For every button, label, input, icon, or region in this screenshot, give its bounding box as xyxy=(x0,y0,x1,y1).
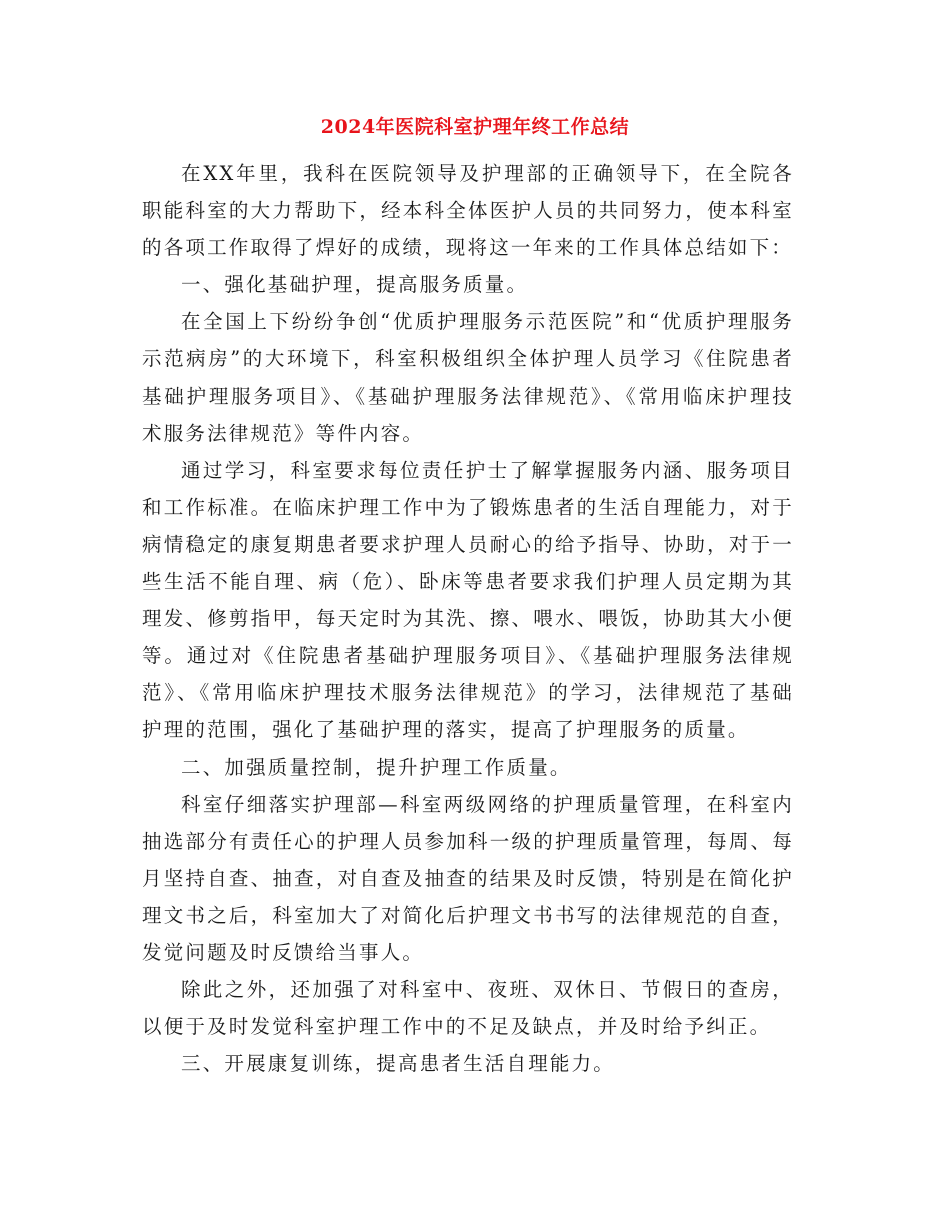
paragraph: 在全国上下纷纷争创“优质护理服务示范医院”和“优质护理服务示范病房”的大环境下，科室积极组织全体护理人员学习《住院患者基础护理服务项目》、《基础护理服务法律规范》、《常用临床护理技术服务法律规范》等件内容。 xyxy=(142,310,794,445)
document-title: 2024年医院科室护理年终工作总结 xyxy=(320,116,630,138)
section-heading-2: 二、加强质量控制，提升护理工作质量。 xyxy=(181,755,572,779)
paragraph-intro: 在XX年里，我科在医院领导及护理部的正确领导下，在全院各职能科室的大力帮助下，经本科全体医护人员的共同努力，使本科室的各项工作取得了焊好的成绩，现将这一年来的工作具体总结如下： xyxy=(142,162,794,260)
document-body xyxy=(142,155,794,1082)
section-heading-3: 三、开展康复训练，提高患者生活自理能力。 xyxy=(181,1052,616,1076)
section-heading-1: 一、强化基础护理，提高服务质量。 xyxy=(181,273,529,297)
paragraph: 除此之外，还加强了对科室中、夜班、双休日、节假日的查房，以便于及时发觉科室护理工作中的不足及缺点，并及时给予纠正。 xyxy=(142,978,794,1039)
paragraph: 通过学习，科室要求每位责任护士了解掌握服务内涵、服务项目和工作标准。在临床护理工作中为了锻炼患者的生活自理能力，对于病情稳定的康复期患者要求护理人员耐心的给予指导、协助，对于一些生活不能自理、病（危）、卧床等患者要求我们护理人员定期为其理发、修剪指甲，每天定时为其洗、擦、喂水、喂饭，协助其大小便等。通过对《住院患者基础护理服务项目》、《基础护理服务法律规范》、《常用临床护理技术服务法律规范》的学习，法律规范了基础护理的范围，强化了基础护理的落实，提高了护理服务的质量。 xyxy=(142,458,794,742)
paragraph: 科室仔细落实护理部—科室两级网络的护理质量管理，在科室内抽选部分有责任心的护理人员参加科一级的护理质量管理，每周、每月坚持自查、抽查，对自查及抽查的结果及时反馈，特别是在简化护理文书之后，科室加大了对简化后护理文书书写的法律规范的自查，发觉问题及时反馈给当事人。 xyxy=(142,792,794,964)
